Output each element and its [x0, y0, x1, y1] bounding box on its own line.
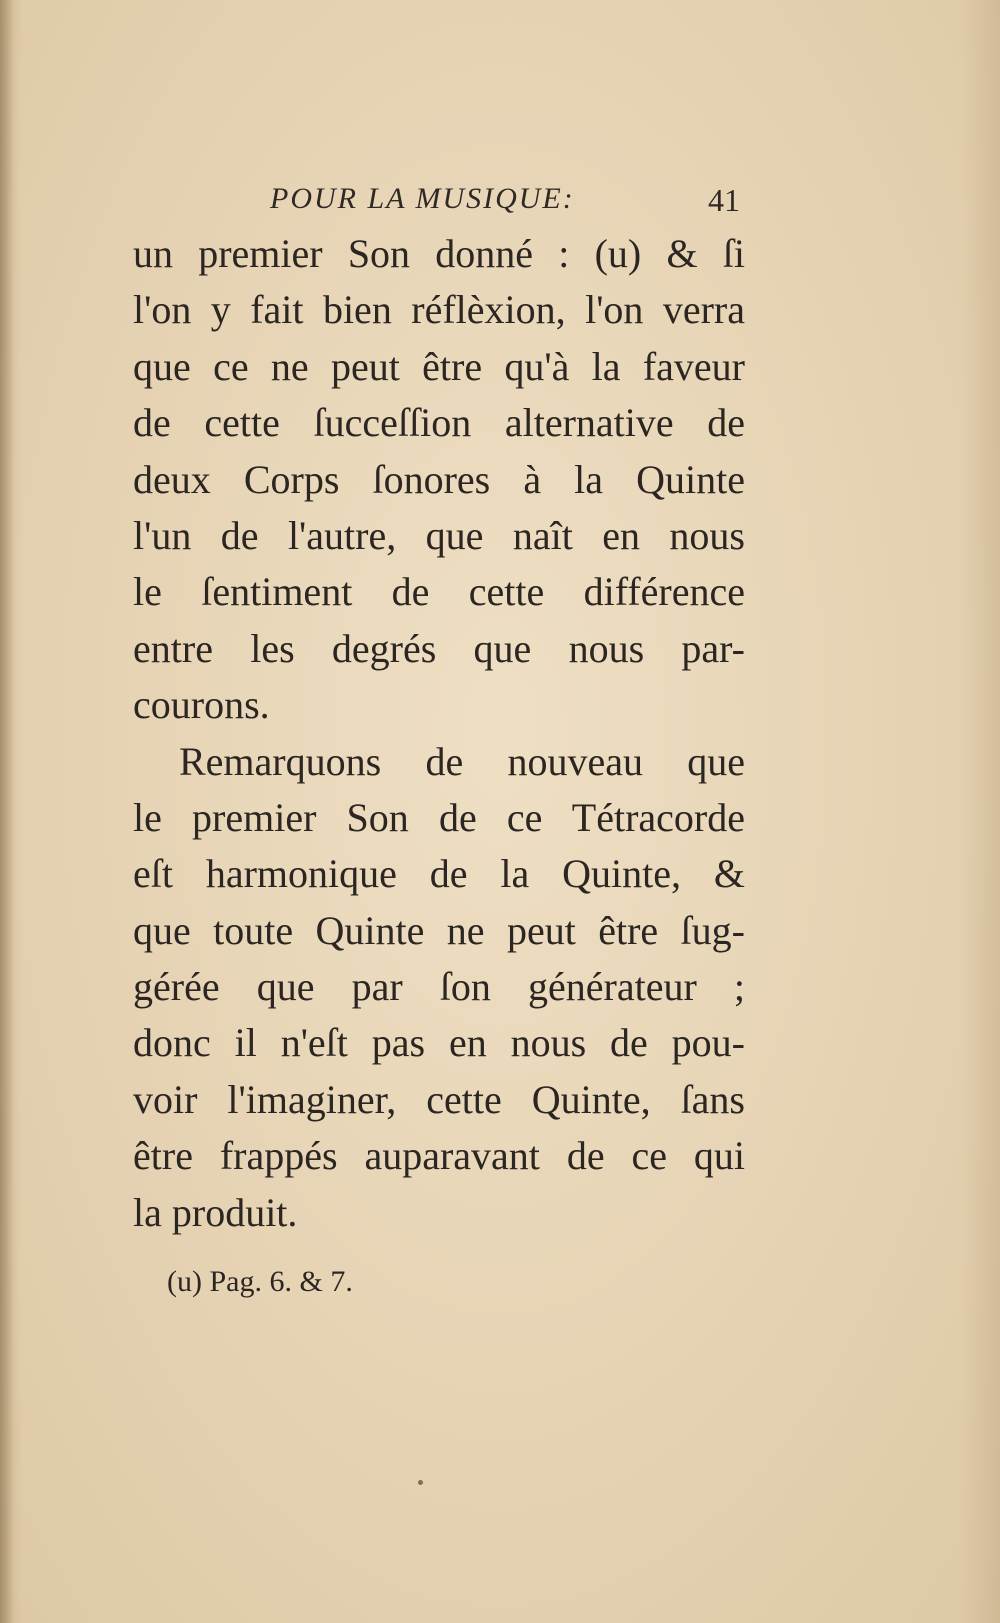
text-line: que toute Quinte ne peut être ſug-: [133, 907, 745, 953]
text-line: le premier Son de ce Tétracorde: [133, 794, 745, 840]
page-number: 41: [708, 182, 740, 218]
text-line: que ce ne peut être qu'à la faveur: [133, 343, 745, 389]
paper-speck: [418, 1480, 423, 1485]
text-line: eſt harmonique de la Quinte, &: [133, 851, 745, 897]
text-line: Remarquons de nouveau que: [179, 738, 745, 784]
text-line: voir l'imaginer, cette Quinte, ſans: [133, 1076, 745, 1122]
text-line: deux Corps ſonores à la Quinte: [133, 456, 745, 502]
page-edge-shadow: [0, 0, 14, 1623]
text-line: gérée que par ſon générateur ;: [133, 964, 745, 1010]
text-line: donc il n'eſt pas en nous de pou-: [133, 1020, 745, 1066]
text-line: être frappés auparavant de ce qui: [133, 1133, 745, 1179]
running-head: [130, 182, 744, 226]
text-line: de cette ſucceſſion alternative de: [133, 400, 745, 446]
running-title: POUR LA MUSIQUE:: [270, 182, 575, 215]
text-line: l'on y fait bien réflèxion, l'on verra: [133, 287, 745, 333]
text-line: la produit.: [133, 1189, 298, 1235]
text-line: courons.: [133, 682, 270, 728]
text-line: l'un de l'autre, que naît en nous: [133, 512, 745, 558]
body-text: [133, 226, 745, 1241]
footnote: (u) Pag. 6. & 7.: [167, 1265, 353, 1298]
text-line: le ſentiment de cette différence: [133, 569, 745, 615]
text-line: un premier Son donné : (u) & ſi: [133, 231, 745, 276]
text-line: entre les degrés que nous par-: [133, 625, 745, 671]
